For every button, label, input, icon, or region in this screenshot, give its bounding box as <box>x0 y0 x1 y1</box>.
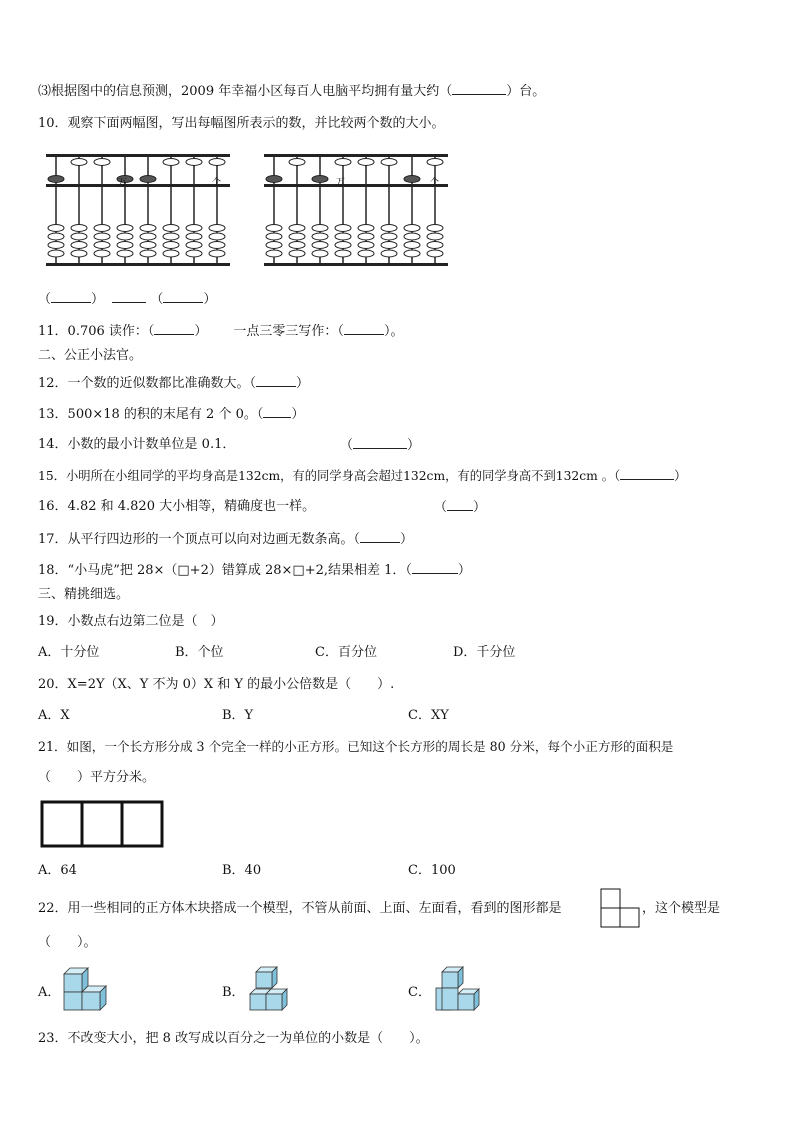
cube-model-c-icon <box>432 964 488 1016</box>
q14: 14．小数的最小计数单位是 0.1． <box>38 437 236 452</box>
q22-option-b[interactable]: B． <box>222 985 245 1000</box>
q13: 13．500×18 的积的末尾有 2 个 0。（ ） <box>38 407 305 422</box>
abacus-left-mark-ge: 个 <box>212 178 222 188</box>
q22-option-a[interactable]: A． <box>38 985 61 1000</box>
q17: 17．从平行四边形的一个顶点可以向对边画无数条高。（ ） <box>38 532 414 547</box>
q9-3: ⑶根据图中的信息预测，2009 年幸福小区每百人电脑平均拥有量大约（ ）台。 <box>38 84 546 99</box>
q21-text-2: （ ）平方分米。 <box>38 770 156 785</box>
q16: 16．4.82 和 4.820 大小相等，精确度也一样。 <box>38 499 316 514</box>
q20-option-b[interactable]: B．Y <box>222 708 254 723</box>
abacus-right-mark-wan: 万 <box>336 178 346 188</box>
q21-option-a[interactable]: A．64 <box>38 863 77 878</box>
answer-blank[interactable] <box>360 530 400 543</box>
section-2-heading: 二、公正小法官。 <box>38 348 143 363</box>
answer-blank[interactable] <box>447 498 473 511</box>
q21-option-b[interactable]: B．40 <box>222 863 262 878</box>
q16-answer: （ ） <box>434 500 487 515</box>
q19-option-d[interactable]: D．千分位 <box>453 645 516 660</box>
q18: 18．“小马虎”把 28×（□+2）错算成 28×□+2,结果相差 1．（ ） <box>38 563 471 578</box>
q19-text: 19．小数点右边第二位是（ ） <box>38 614 224 629</box>
q22-text-end: ，这个模型是 <box>642 901 721 916</box>
answer-blank[interactable] <box>412 561 458 574</box>
q11: 11．0.706 读作：（ ） 一点三零三写作：（ ）。 <box>38 324 404 339</box>
q10-answers: （ ） （ ） <box>38 292 217 307</box>
q19-option-a[interactable]: A．十分位 <box>38 645 100 660</box>
q21-text: 21．如图，一个长方形分成 3 个完全一样的小正方形。已知这个长方形的周长是 80 分米，每个小正方形的面积是 <box>38 739 674 754</box>
cube-model-b-icon <box>246 964 298 1016</box>
answer-blank[interactable] <box>353 436 407 449</box>
view-shape-icon <box>600 888 640 928</box>
compare-blank[interactable] <box>112 290 146 303</box>
section-3-heading: 三、精挑细选。 <box>38 587 130 602</box>
q22-text: 22．用一些相同的正方体木块搭成一个模型，不管从前面、上面、左面看，看到的图形都是 <box>38 901 562 916</box>
abacus-right <box>260 150 450 270</box>
q20-option-c[interactable]: C．XY <box>408 708 449 723</box>
q14-answer: （ ） <box>340 438 421 453</box>
cube-model-a-icon <box>60 966 110 1014</box>
answer-blank[interactable] <box>256 374 296 387</box>
q19-option-c[interactable]: C．百分位 <box>315 645 377 660</box>
q20-option-a[interactable]: A．X <box>38 708 70 723</box>
q21-option-c[interactable]: C．100 <box>408 863 456 878</box>
answer-blank[interactable] <box>163 290 203 303</box>
q22-option-c[interactable]: C． <box>408 985 431 1000</box>
answer-blank[interactable] <box>620 467 674 480</box>
answer-blank[interactable] <box>51 290 91 303</box>
abacus-left-mark-wan: 万 <box>118 178 128 188</box>
q19-option-b[interactable]: B．个位 <box>175 645 224 660</box>
q12: 12．一个数的近似数都比准确数大。（ ） <box>38 376 310 391</box>
q20-text: 20．X=2Y（X、Y 不为 0）X 和 Y 的最小公倍数是（ ）. <box>38 677 395 692</box>
abacus-left <box>42 150 232 270</box>
q23-text: 23．不改变大小，把 8 改写成以百分之一为单位的小数是（ ）。 <box>38 1031 429 1046</box>
three-squares-figure <box>40 800 164 848</box>
answer-blank[interactable] <box>263 405 291 418</box>
q10-text: 10．观察下面两幅图，写出每幅图所表示的数，并比较两个数的大小。 <box>38 116 445 131</box>
answer-blank[interactable] <box>154 322 194 335</box>
q22-text-2: （ ）。 <box>38 935 97 950</box>
abacus-right-mark-ge: 个 <box>430 178 440 188</box>
answer-blank[interactable] <box>344 322 384 335</box>
q15: 15．小明所在小组同学的平均身高是132cm，有的同学身高会超过132cm，有的同学身高不到132cm 。（ ） <box>38 469 687 483</box>
answer-blank[interactable] <box>452 82 506 95</box>
